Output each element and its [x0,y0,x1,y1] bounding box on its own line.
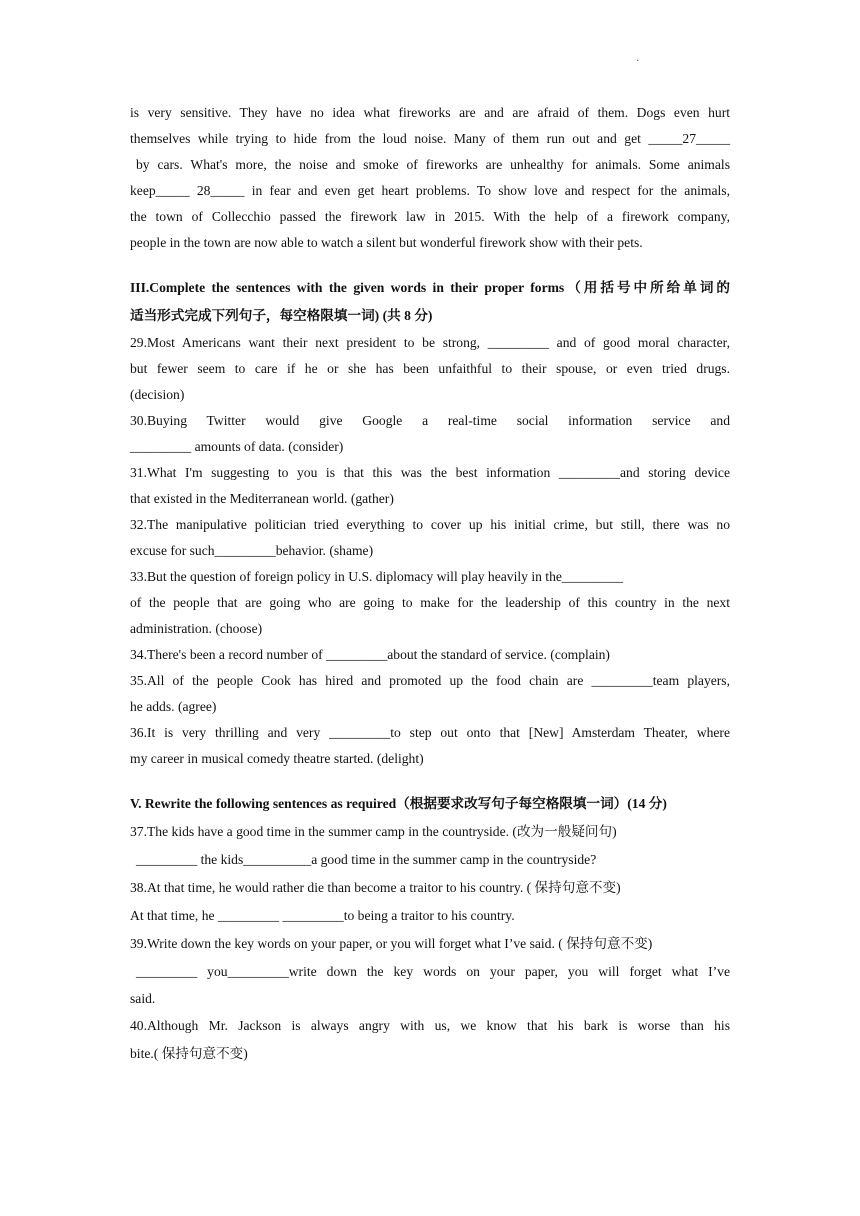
question-31: 31.What I'm suggesting to you is that this was the best information _________and storing device [130,465,730,480]
section-complete-sentences [130,274,730,772]
question-37: 37.The kids have a good time in the summer camp in the countryside. (改为一般疑问句) [130,824,617,839]
question-33-cont: of the people that are going who are going to make for the leadership of this country in the next [130,595,730,610]
passage-line: keep_____ 28_____ in fear and even get heart problems. To show love and respect for the animals, [130,183,730,198]
question-32-cont: excuse for such_________behavior. (shame) [130,543,374,558]
question-30-cont: _________ amounts of data. (consider) [130,439,344,454]
section-heading-cont: 适当形式完成下列句子，每空格限填一词) (共 8 分) [130,308,433,323]
question-36: 36.It is very thrilling and very _________to step out onto that [New] Amsterdam Theater, where [130,725,730,740]
question-29-hint: (decision) [130,387,185,402]
question-39-cont: said. [130,991,156,1006]
question-38: 38.At that time, he would rather die than become a traitor to his country. ( 保持句意不变) [130,880,621,895]
question-30: 30.Buying Twitter would give Google a real-time social information service and [130,413,730,428]
question-32: 32.The manipulative politician tried everything to cover up his initial crime, but still, there was no [130,517,730,532]
passage-line: is very sensitive. They have no idea what fireworks are and are afraid of them. Dogs even hurt [130,105,730,120]
section-heading: III.Complete the sentences with the given words in their proper forms（用括号中所给单词的 [130,280,730,295]
passage-line: people in the town are now able to watch a silent but wonderful firework show with their pets. [130,235,643,250]
question-39: 39.Write down the key words on your paper, or you will forget what I’ve said. ( 保持句意不变) [130,936,653,951]
question-31-cont: that existed in the Mediterranean world. (gather) [130,491,394,506]
page-marker: · [636,56,640,67]
worksheet-page [130,100,730,1068]
section-rewrite-sentences [130,790,730,1068]
question-38-answer-line: At that time, he _________ _________to being a traitor to his country. [130,908,515,923]
question-39-answer-line: _________ you_________write down the key words on your paper, you will forget what I’ve [136,964,730,979]
question-35: 35.All of the people Cook has hired and promoted up the food chain are _________team players, [130,673,730,688]
question-40: 40.Although Mr. Jackson is always angry with us, we know that his bark is worse than his [130,1018,730,1033]
question-36-cont: my career in musical comedy theatre started. (delight) [130,751,424,766]
question-37-answer-line: _________ the kids__________a good time in the summer camp in the countryside? [136,852,597,867]
question-35-cont: he adds. (agree) [130,699,217,714]
question-40-cont: bite.( 保持句意不变) [130,1046,248,1061]
question-33: 33.But the question of foreign policy in U.S. diplomacy will play heavily in the_________ [130,569,624,584]
reading-passage [130,100,730,256]
question-33-hint: administration. (choose) [130,621,263,636]
question-34: 34.There's been a record number of _________about the standard of service. (complain) [130,647,610,662]
section-heading: V. Rewrite the following sentences as required（根据要求改写句子每空格限填一词）(14 分) [130,796,667,811]
passage-line: by cars. What's more, the noise and smoke of fireworks are unhealthy for animals. Some animals [136,157,730,172]
passage-line: themselves while trying to hide from the loud noise. Many of them run out and get _____27_____ [130,131,730,146]
question-29-cont: but fewer seem to care if he or she has been unfaithful to their spouse, or even tried drugs. [130,361,730,376]
question-29: 29.Most Americans want their next president to be strong, _________ and of good moral character, [130,335,730,350]
passage-line: the town of Collecchio passed the firework law in 2015. With the help of a firework company, [130,209,730,224]
